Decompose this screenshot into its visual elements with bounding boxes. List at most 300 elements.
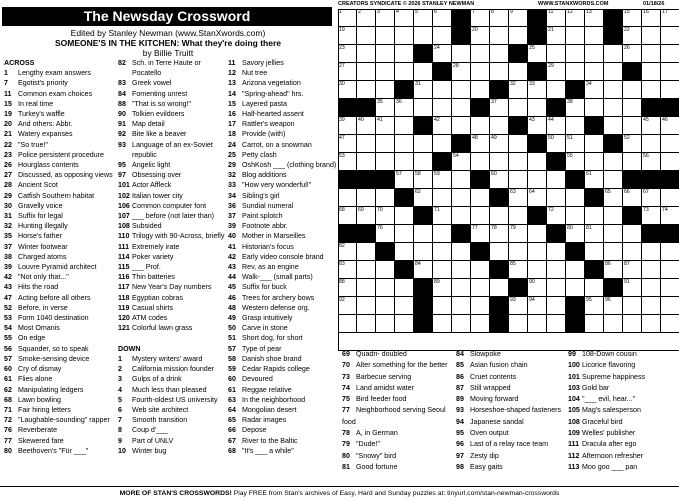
grid-cell[interactable] (376, 9, 395, 27)
grid-cell[interactable] (623, 297, 642, 315)
grid-cell[interactable] (376, 27, 395, 45)
clue-number: 10 (118, 446, 126, 455)
grid-cell[interactable] (357, 27, 376, 45)
grid-cell[interactable] (566, 207, 585, 225)
grid-cell[interactable] (661, 243, 679, 261)
grid-cell[interactable] (528, 81, 547, 99)
grid-cell[interactable] (414, 81, 433, 99)
grid-cell[interactable] (490, 243, 509, 261)
grid-cell[interactable] (623, 9, 642, 27)
grid-cell[interactable] (490, 45, 509, 63)
clue-number: 29 (228, 161, 236, 170)
grid-cell[interactable] (604, 297, 623, 315)
grid-cell[interactable] (547, 297, 566, 315)
grid-cell[interactable] (528, 297, 547, 315)
grid-cell[interactable] (452, 153, 471, 171)
clue (118, 293, 230, 303)
grid-cell[interactable] (623, 243, 642, 261)
grid-cell[interactable] (528, 153, 547, 171)
grid-cell[interactable] (395, 99, 414, 117)
grid-cell[interactable] (661, 117, 679, 135)
grid-cell[interactable] (357, 153, 376, 171)
grid-cell[interactable] (433, 171, 452, 189)
grid-cell[interactable] (357, 45, 376, 63)
grid-cell[interactable] (547, 45, 566, 63)
clue-text: In the neighborhood (242, 395, 306, 404)
grid-cell[interactable] (338, 9, 357, 27)
grid-cell[interactable] (642, 27, 661, 45)
clue-text: Coup d'___ (132, 426, 169, 435)
grid-cell[interactable] (661, 135, 679, 153)
grid-cell[interactable] (376, 45, 395, 63)
grid-cell[interactable] (471, 27, 490, 45)
grid-cell[interactable] (509, 27, 528, 45)
grid-cell[interactable] (547, 27, 566, 45)
clue (228, 354, 338, 364)
grid-cell[interactable] (357, 297, 376, 315)
grid-cell[interactable] (604, 81, 623, 99)
grid-cell[interactable] (661, 315, 679, 333)
cell-number: 34 (586, 81, 592, 87)
puzzle-banner: The Newsday Crossword (2, 7, 332, 26)
grid-cell[interactable] (433, 135, 452, 153)
grid-cell[interactable] (661, 9, 679, 27)
grid-cell[interactable] (490, 63, 509, 81)
grid-cell[interactable] (395, 315, 414, 333)
grid-cell[interactable] (357, 243, 376, 261)
grid-cell[interactable] (585, 315, 604, 333)
grid-cell[interactable] (547, 279, 566, 297)
grid-cell[interactable] (357, 135, 376, 153)
grid-cell[interactable] (433, 9, 452, 27)
grid-cell[interactable] (642, 63, 661, 81)
grid-cell[interactable] (338, 135, 357, 153)
grid-cell[interactable] (661, 261, 679, 279)
grid-cell[interactable] (623, 27, 642, 45)
grid-cell[interactable] (585, 171, 604, 189)
grid-cell[interactable] (623, 45, 642, 63)
grid-cell[interactable] (414, 171, 433, 189)
grid-cell[interactable] (338, 117, 357, 135)
clue (228, 405, 338, 415)
grid-cell[interactable] (452, 297, 471, 315)
grid-cell[interactable] (395, 117, 414, 135)
grid-cell[interactable] (338, 63, 357, 81)
grid-cell[interactable] (376, 153, 395, 171)
grid-cell[interactable] (642, 9, 661, 27)
grid-cell[interactable] (414, 63, 433, 81)
clue (568, 417, 645, 428)
grid-cell[interactable] (547, 207, 566, 225)
clue (118, 89, 230, 99)
grid-cell[interactable] (395, 279, 414, 297)
grid-cell[interactable] (566, 117, 585, 135)
grid-cell[interactable] (642, 315, 661, 333)
grid-cell[interactable] (395, 297, 414, 315)
grid-cell[interactable] (395, 171, 414, 189)
grid-cell[interactable] (376, 315, 395, 333)
grid-cell[interactable] (490, 153, 509, 171)
grid-cell[interactable] (452, 99, 471, 117)
cell-number: 24 (434, 45, 440, 51)
grid-cell[interactable] (452, 207, 471, 225)
grid-cell[interactable] (604, 261, 623, 279)
grid-cell[interactable] (414, 99, 433, 117)
grid-cell[interactable] (490, 207, 509, 225)
grid-cell[interactable] (547, 243, 566, 261)
grid-cell[interactable] (528, 315, 547, 333)
cell-number: 6 (434, 9, 437, 15)
grid-cell[interactable] (490, 225, 509, 243)
clue-number: 78 (342, 429, 350, 438)
grid-cell[interactable] (623, 189, 642, 207)
grid-cell[interactable] (566, 45, 585, 63)
clue-text: Footnote abbr. (242, 222, 288, 231)
cell-number: 83 (339, 261, 345, 267)
grid-cell[interactable] (452, 117, 471, 135)
grid-cell[interactable] (509, 315, 528, 333)
clue-number: 45 (228, 283, 236, 292)
clue-number: 3 (118, 375, 122, 384)
clue (456, 428, 561, 439)
grid-cell[interactable] (509, 99, 528, 117)
grid-cell[interactable] (357, 63, 376, 81)
grid-cell[interactable] (604, 243, 623, 261)
grid-cell[interactable] (661, 279, 679, 297)
grid-cell[interactable] (433, 81, 452, 99)
grid-cell[interactable] (490, 27, 509, 45)
grid-cell[interactable] (604, 117, 623, 135)
grid-cell[interactable] (661, 207, 679, 225)
grid-cell[interactable] (604, 63, 623, 81)
grid-cell[interactable] (338, 189, 357, 207)
grid-cell[interactable] (566, 63, 585, 81)
grid-cell[interactable] (642, 189, 661, 207)
grid-cell[interactable] (585, 225, 604, 243)
grid-cell[interactable] (528, 261, 547, 279)
grid-cell[interactable] (452, 189, 471, 207)
grid-cell[interactable] (471, 81, 490, 99)
grid-cell[interactable] (642, 135, 661, 153)
grid-cell[interactable] (357, 81, 376, 99)
grid-cell[interactable] (528, 99, 547, 117)
grid-cell[interactable] (661, 153, 679, 171)
grid-cell[interactable] (452, 171, 471, 189)
grid-cell[interactable] (528, 189, 547, 207)
grid-cell[interactable] (642, 81, 661, 99)
grid-cell[interactable] (661, 81, 679, 99)
grid-cell[interactable] (547, 315, 566, 333)
grid-cell[interactable] (471, 45, 490, 63)
grid-cell[interactable] (642, 45, 661, 63)
grid-cell[interactable] (433, 207, 452, 225)
grid-cell[interactable] (509, 207, 528, 225)
grid-cell[interactable] (566, 189, 585, 207)
grid-cell[interactable] (547, 189, 566, 207)
grid-cell[interactable] (471, 117, 490, 135)
grid-cell[interactable] (509, 261, 528, 279)
clue (4, 272, 114, 282)
grid-cell[interactable] (566, 225, 585, 243)
grid-cell[interactable] (509, 9, 528, 27)
grid-cell[interactable] (452, 315, 471, 333)
grid-cell[interactable] (357, 9, 376, 27)
grid-cell[interactable] (338, 261, 357, 279)
grid-cell[interactable] (433, 297, 452, 315)
grid-cell[interactable] (566, 261, 585, 279)
grid-cell[interactable] (395, 9, 414, 27)
grid-cell[interactable] (585, 207, 604, 225)
grid-cell[interactable] (433, 189, 452, 207)
grid-cell[interactable] (490, 99, 509, 117)
grid-cell[interactable] (376, 63, 395, 81)
grid-cell[interactable] (585, 279, 604, 297)
grid-cell[interactable] (490, 279, 509, 297)
grid-cell[interactable] (642, 153, 661, 171)
grid-cell[interactable] (642, 297, 661, 315)
grid-cell[interactable] (623, 135, 642, 153)
grid-cell[interactable] (547, 9, 566, 27)
grid-cell[interactable] (566, 9, 585, 27)
grid-cell[interactable] (433, 117, 452, 135)
grid-cell[interactable] (414, 243, 433, 261)
grid-cell[interactable] (623, 225, 642, 243)
grid-cell[interactable] (357, 189, 376, 207)
grid-cell[interactable] (509, 135, 528, 153)
grid-block (661, 171, 679, 189)
grid-cell[interactable] (490, 171, 509, 189)
grid-block (490, 315, 509, 333)
grid-cell[interactable] (433, 225, 452, 243)
grid-cell[interactable] (623, 153, 642, 171)
grid-cell[interactable] (566, 135, 585, 153)
grid-cell[interactable] (414, 27, 433, 45)
grid-cell[interactable] (452, 45, 471, 63)
grid-cell[interactable] (623, 261, 642, 279)
grid-cell[interactable] (604, 171, 623, 189)
grid-cell[interactable] (604, 45, 623, 63)
grid-cell[interactable] (604, 225, 623, 243)
grid-cell[interactable] (623, 81, 642, 99)
grid-cell[interactable] (585, 243, 604, 261)
grid-cell[interactable] (509, 225, 528, 243)
grid-cell[interactable] (376, 279, 395, 297)
clue-number: 66 (228, 426, 236, 435)
grid-cell[interactable] (661, 27, 679, 45)
grid-cell[interactable] (338, 315, 357, 333)
grid-cell[interactable] (604, 315, 623, 333)
cell-number: 67 (643, 189, 649, 195)
grid-cell[interactable] (471, 315, 490, 333)
grid-cell[interactable] (642, 261, 661, 279)
grid-cell[interactable] (433, 99, 452, 117)
grid-cell[interactable] (642, 279, 661, 297)
grid-cell[interactable] (509, 243, 528, 261)
grid-cell[interactable] (395, 153, 414, 171)
clue-text: "Snowy" bird (356, 451, 397, 460)
grid-cell[interactable] (585, 297, 604, 315)
grid-cell[interactable] (376, 225, 395, 243)
grid-cell[interactable] (528, 279, 547, 297)
grid-cell[interactable] (528, 45, 547, 63)
clue-number: 87 (456, 383, 464, 392)
grid-cell[interactable] (661, 189, 679, 207)
grid-cell[interactable] (509, 153, 528, 171)
grid-cell[interactable] (585, 63, 604, 81)
grid-cell[interactable] (528, 171, 547, 189)
grid-cell[interactable] (357, 261, 376, 279)
grid-cell[interactable] (414, 9, 433, 27)
grid-cell[interactable] (433, 243, 452, 261)
grid-cell[interactable] (433, 315, 452, 333)
grid-cell[interactable] (414, 153, 433, 171)
grid-cell[interactable] (661, 45, 679, 63)
grid-cell[interactable] (547, 171, 566, 189)
grid-cell[interactable] (376, 99, 395, 117)
grid-cell[interactable] (357, 117, 376, 135)
grid-cell[interactable] (452, 243, 471, 261)
grid-cell[interactable] (547, 117, 566, 135)
grid-cell[interactable] (585, 9, 604, 27)
grid-cell[interactable] (395, 135, 414, 153)
grid-cell[interactable] (452, 81, 471, 99)
grid-cell[interactable] (604, 99, 623, 117)
grid-cell[interactable] (433, 279, 452, 297)
clue (118, 405, 230, 415)
grid-cell[interactable] (661, 297, 679, 315)
grid-cell[interactable] (604, 207, 623, 225)
grid-cell[interactable] (490, 135, 509, 153)
grid-cell[interactable] (376, 135, 395, 153)
grid-cell[interactable] (338, 243, 357, 261)
grid-cell[interactable] (661, 63, 679, 81)
grid-cell[interactable] (452, 261, 471, 279)
grid-cell[interactable] (414, 225, 433, 243)
grid-cell[interactable] (471, 225, 490, 243)
grid-cell[interactable] (471, 189, 490, 207)
grid-cell[interactable] (357, 279, 376, 297)
grid-block (528, 135, 547, 153)
grid-cell[interactable] (547, 63, 566, 81)
grid-cell[interactable] (338, 153, 357, 171)
grid-cell[interactable] (338, 45, 357, 63)
grid-cell[interactable] (585, 135, 604, 153)
grid-cell[interactable] (490, 117, 509, 135)
grid-cell[interactable] (585, 27, 604, 45)
clue (228, 333, 338, 343)
grid-cell[interactable] (376, 117, 395, 135)
grid-cell[interactable] (623, 117, 642, 135)
grid-cell[interactable] (395, 243, 414, 261)
grid-cell[interactable] (376, 261, 395, 279)
grid-cell[interactable] (509, 81, 528, 99)
grid-cell[interactable] (395, 225, 414, 243)
clue-number: 28 (4, 181, 12, 190)
grid-cell[interactable] (414, 261, 433, 279)
grid-cell[interactable] (471, 9, 490, 27)
grid-cell[interactable] (471, 297, 490, 315)
grid-cell[interactable] (433, 45, 452, 63)
grid-cell[interactable] (509, 297, 528, 315)
grid-cell[interactable] (490, 9, 509, 27)
grid-cell[interactable] (338, 27, 357, 45)
grid-cell[interactable] (566, 279, 585, 297)
grid-cell[interactable] (623, 315, 642, 333)
grid-cell[interactable] (357, 207, 376, 225)
grid-cell[interactable] (528, 117, 547, 135)
grid-cell[interactable] (395, 27, 414, 45)
grid-cell[interactable] (509, 63, 528, 81)
grid-cell[interactable] (376, 189, 395, 207)
grid-cell[interactable] (433, 27, 452, 45)
grid-cell[interactable] (376, 207, 395, 225)
grid-block (357, 171, 376, 189)
grid-cell[interactable] (623, 99, 642, 117)
clue-text: Ancient Scot (18, 181, 58, 190)
grid-cell[interactable] (376, 297, 395, 315)
grid-cell[interactable] (395, 45, 414, 63)
grid-cell[interactable] (585, 81, 604, 99)
grid-cell[interactable] (528, 243, 547, 261)
grid-cell[interactable] (433, 261, 452, 279)
grid-cell[interactable] (509, 189, 528, 207)
clue (568, 405, 645, 416)
grid-cell[interactable] (509, 171, 528, 189)
grid-cell[interactable] (566, 27, 585, 45)
grid-cell[interactable] (452, 63, 471, 81)
grid-cell[interactable] (585, 45, 604, 63)
grid-cell[interactable] (395, 207, 414, 225)
grid-cell[interactable] (357, 315, 376, 333)
author-line: by Billie Truitt (142, 48, 194, 58)
grid-cell[interactable] (585, 99, 604, 117)
clue-text: And others: Abbr. (18, 120, 73, 129)
grid-cell[interactable] (547, 261, 566, 279)
grid-cell[interactable] (338, 207, 357, 225)
grid-cell[interactable] (452, 279, 471, 297)
grid-cell[interactable] (642, 243, 661, 261)
grid-cell[interactable] (414, 135, 433, 153)
grid-cell[interactable] (376, 81, 395, 99)
grid-cell[interactable] (471, 261, 490, 279)
grid-cell[interactable] (585, 153, 604, 171)
grid-cell[interactable] (471, 63, 490, 81)
grid-cell[interactable] (338, 297, 357, 315)
grid-cell[interactable] (566, 99, 585, 117)
grid-cell[interactable] (566, 153, 585, 171)
grid-cell[interactable] (623, 279, 642, 297)
grid-cell[interactable] (547, 135, 566, 153)
clue-column-4 (342, 349, 447, 473)
grid-cell[interactable] (338, 279, 357, 297)
grid-block (604, 135, 623, 153)
grid-cell[interactable] (471, 279, 490, 297)
grid-cell[interactable] (547, 81, 566, 99)
grid-cell[interactable] (604, 189, 623, 207)
grid-cell[interactable] (642, 117, 661, 135)
clue (4, 323, 114, 333)
grid-cell[interactable] (471, 153, 490, 171)
grid-cell[interactable] (604, 153, 623, 171)
grid-cell[interactable] (471, 207, 490, 225)
grid-cell[interactable] (338, 81, 357, 99)
grid-cell[interactable] (471, 135, 490, 153)
grid-cell[interactable] (528, 225, 547, 243)
grid-cell[interactable] (395, 63, 414, 81)
grid-cell[interactable] (642, 207, 661, 225)
grid-cell[interactable] (414, 189, 433, 207)
clue-number: 101 (568, 372, 580, 381)
